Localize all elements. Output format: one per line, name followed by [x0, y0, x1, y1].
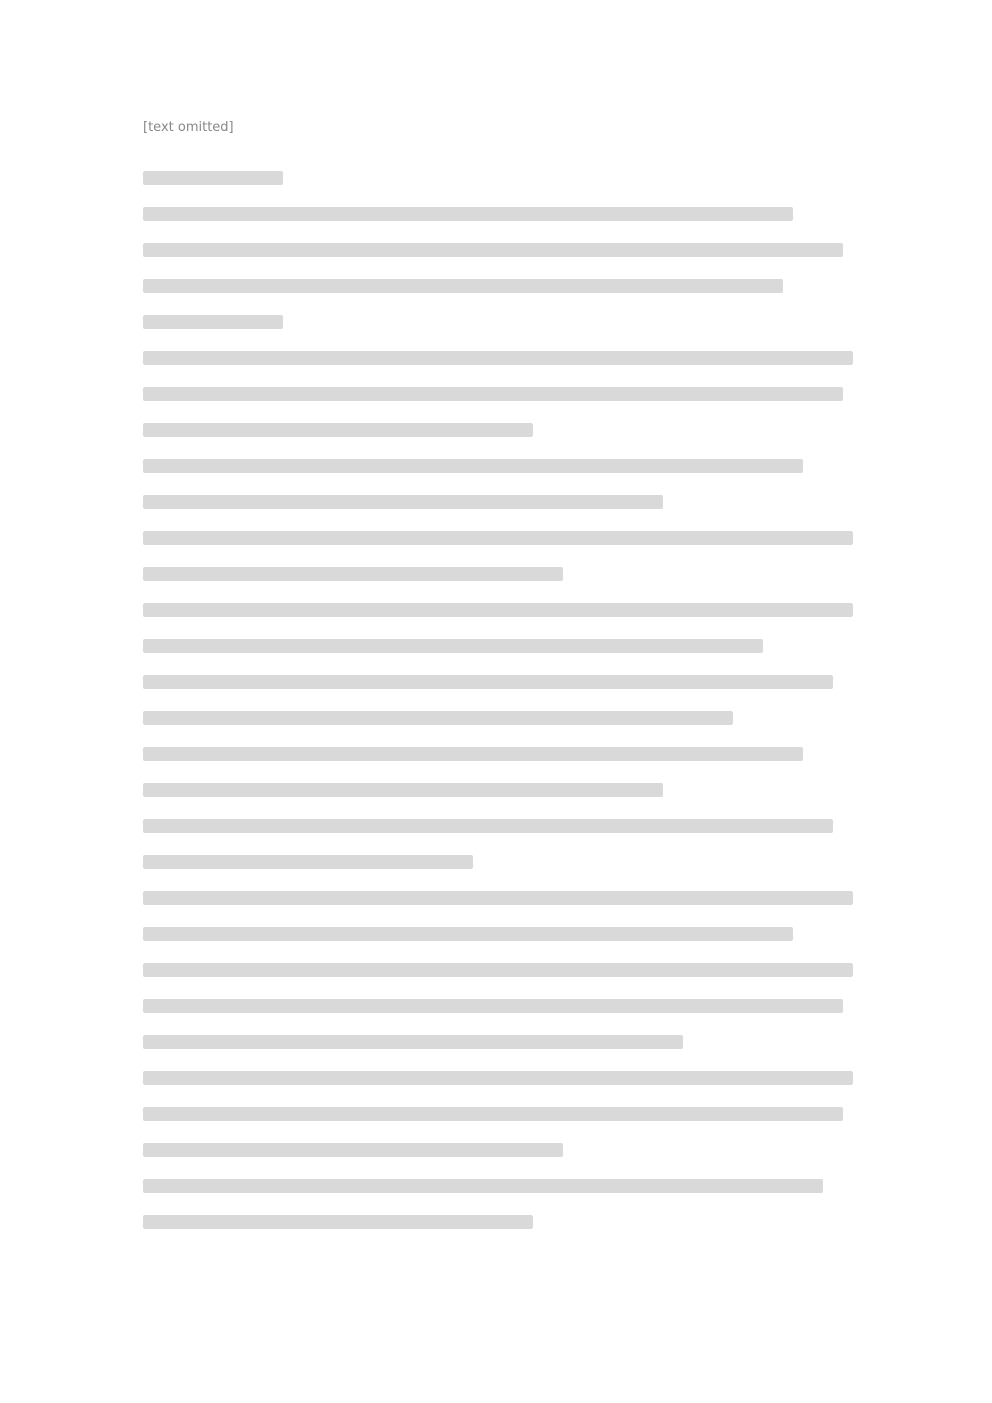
text-line [143, 628, 853, 664]
text-placeholder [143, 1143, 563, 1157]
text-placeholder [143, 567, 563, 581]
omitted-text-notice: [text omitted] [143, 120, 234, 135]
text-placeholder [143, 279, 783, 293]
text-placeholder [143, 747, 803, 761]
text-placeholder [143, 855, 473, 869]
text-line [143, 160, 853, 196]
text-placeholder [143, 891, 853, 905]
text-line [143, 556, 853, 592]
text-line [143, 808, 853, 844]
text-line [143, 880, 853, 916]
text-placeholder [143, 531, 853, 545]
text-placeholder [143, 999, 843, 1013]
text-line [143, 772, 853, 808]
text-line [143, 196, 853, 232]
text-placeholder [143, 603, 853, 617]
text-placeholder [143, 459, 803, 473]
text-placeholder [143, 927, 793, 941]
text-line [143, 304, 853, 340]
text-line [143, 1060, 853, 1096]
text-line [143, 448, 853, 484]
text-placeholder [143, 1071, 853, 1085]
text-placeholder [143, 819, 833, 833]
text-placeholder [143, 207, 793, 221]
text-placeholder [143, 675, 833, 689]
text-line [143, 736, 853, 772]
text-placeholder [143, 1107, 843, 1121]
text-line [143, 520, 853, 556]
text-placeholder [143, 495, 663, 509]
text-line [143, 484, 853, 520]
text-line [143, 1204, 853, 1240]
text-line [143, 916, 853, 952]
text-placeholder [143, 351, 853, 365]
text-line [143, 988, 853, 1024]
text-placeholder [143, 171, 283, 185]
text-placeholder [143, 1215, 533, 1229]
text-placeholder [143, 963, 853, 977]
text-line [143, 844, 853, 880]
text-placeholder [143, 243, 843, 257]
text-line [143, 952, 853, 988]
body-text-column [143, 160, 853, 1240]
text-line [143, 1168, 853, 1204]
text-placeholder [143, 315, 283, 329]
text-placeholder [143, 1179, 823, 1193]
text-placeholder [143, 711, 733, 725]
text-line [143, 592, 853, 628]
text-placeholder [143, 783, 663, 797]
text-line [143, 1024, 853, 1060]
text-line [143, 664, 853, 700]
text-line [143, 376, 853, 412]
text-placeholder [143, 423, 533, 437]
text-line [143, 232, 853, 268]
text-line [143, 700, 853, 736]
text-placeholder [143, 639, 763, 653]
text-placeholder [143, 1035, 683, 1049]
text-line [143, 1096, 853, 1132]
text-placeholder [143, 387, 843, 401]
text-line [143, 1132, 853, 1168]
text-line [143, 412, 853, 448]
text-line [143, 268, 853, 304]
text-line [143, 340, 853, 376]
